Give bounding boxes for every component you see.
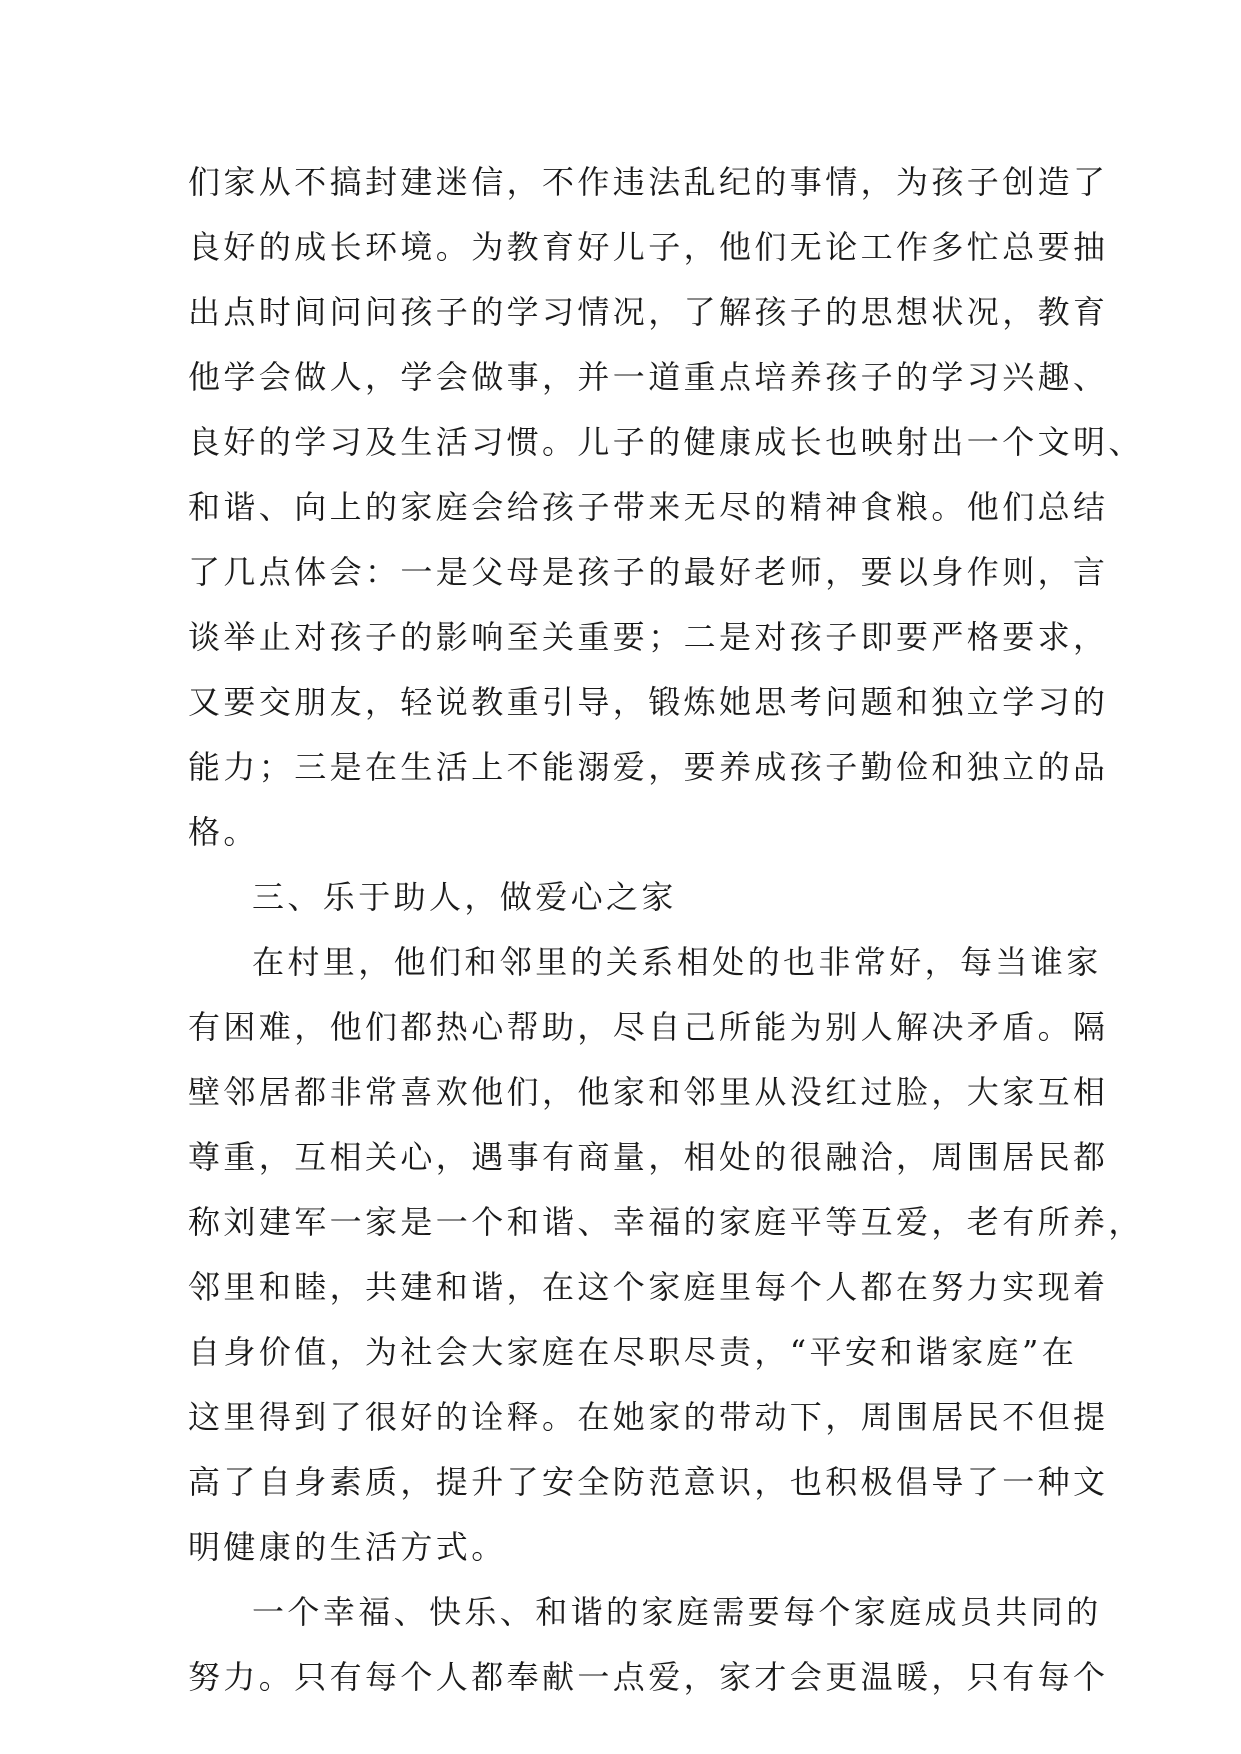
text-line: 努力。只有每个人都奉献一点爱，家才会更温暖，只有每个 xyxy=(188,1658,1109,1696)
text-line: 能力；三是在生活上不能溺爱，要养成孩子勤俭和独立的品 xyxy=(188,748,1109,786)
text-line: 有困难，他们都热心帮助，尽自己所能为别人解决矛盾。隔 xyxy=(188,1008,1109,1046)
text-line: 高了自身素质，提升了安全防范意识，也积极倡导了一种文 xyxy=(188,1463,1109,1501)
text-line: 壁邻居都非常喜欢他们，他家和邻里从没红过脸，大家互相 xyxy=(188,1073,1109,1111)
body-text xyxy=(188,150,1144,1710)
text-line: 这里得到了很好的诠释。在她家的带动下，周围居民不但提 xyxy=(188,1398,1109,1436)
text-line: 明健康的生活方式。 xyxy=(188,1528,507,1566)
text-line: 在村里，他们和邻里的关系相处的也非常好，每当谁家 xyxy=(252,943,1102,981)
text-line: 又要交朋友，轻说教重引导，锻炼她思考问题和独立学习的 xyxy=(188,683,1109,721)
section-heading: 三、乐于助人，做爱心之家 xyxy=(252,878,677,916)
text-line: 尊重，互相关心，遇事有商量，相处的很融洽，周围居民都 xyxy=(188,1138,1109,1176)
text-line: 邻里和睦，共建和谐，在这个家庭里每个人都在努力实现着 xyxy=(188,1268,1109,1306)
text-line: 格。 xyxy=(188,813,259,851)
text-line: 他学会做人，学会做事，并一道重点培养孩子的学习兴趣、 xyxy=(188,358,1109,396)
text-line: 良好的成长环境。为教育好儿子，他们无论工作多忙总要抽 xyxy=(188,228,1109,266)
text-line: 称刘建军一家是一个和谐、幸福的家庭平等互爱，老有所养， xyxy=(188,1203,1144,1241)
text-line: 自身价值，为社会大家庭在尽职尽责，“平安和谐家庭”在 xyxy=(188,1333,1078,1371)
text-line: 一个幸福、快乐、和谐的家庭需要每个家庭成员共同的 xyxy=(252,1593,1102,1631)
text-line: 了几点体会：一是父母是孩子的最好老师，要以身作则，言 xyxy=(188,553,1109,591)
text-line: 和谐、向上的家庭会给孩子带来无尽的精神食粮。他们总结 xyxy=(188,488,1109,526)
text-line: 谈举止对孩子的影响至关重要；二是对孩子即要严格要求， xyxy=(188,618,1109,656)
text-line: 们家从不搞封建迷信，不作违法乱纪的事情，为孩子创造了 xyxy=(188,163,1109,201)
text-line: 良好的学习及生活习惯。儿子的健康成长也映射出一个文明、 xyxy=(188,423,1144,461)
text-line: 出点时间问问孩子的学习情况，了解孩子的思想状况，教育 xyxy=(188,293,1109,331)
